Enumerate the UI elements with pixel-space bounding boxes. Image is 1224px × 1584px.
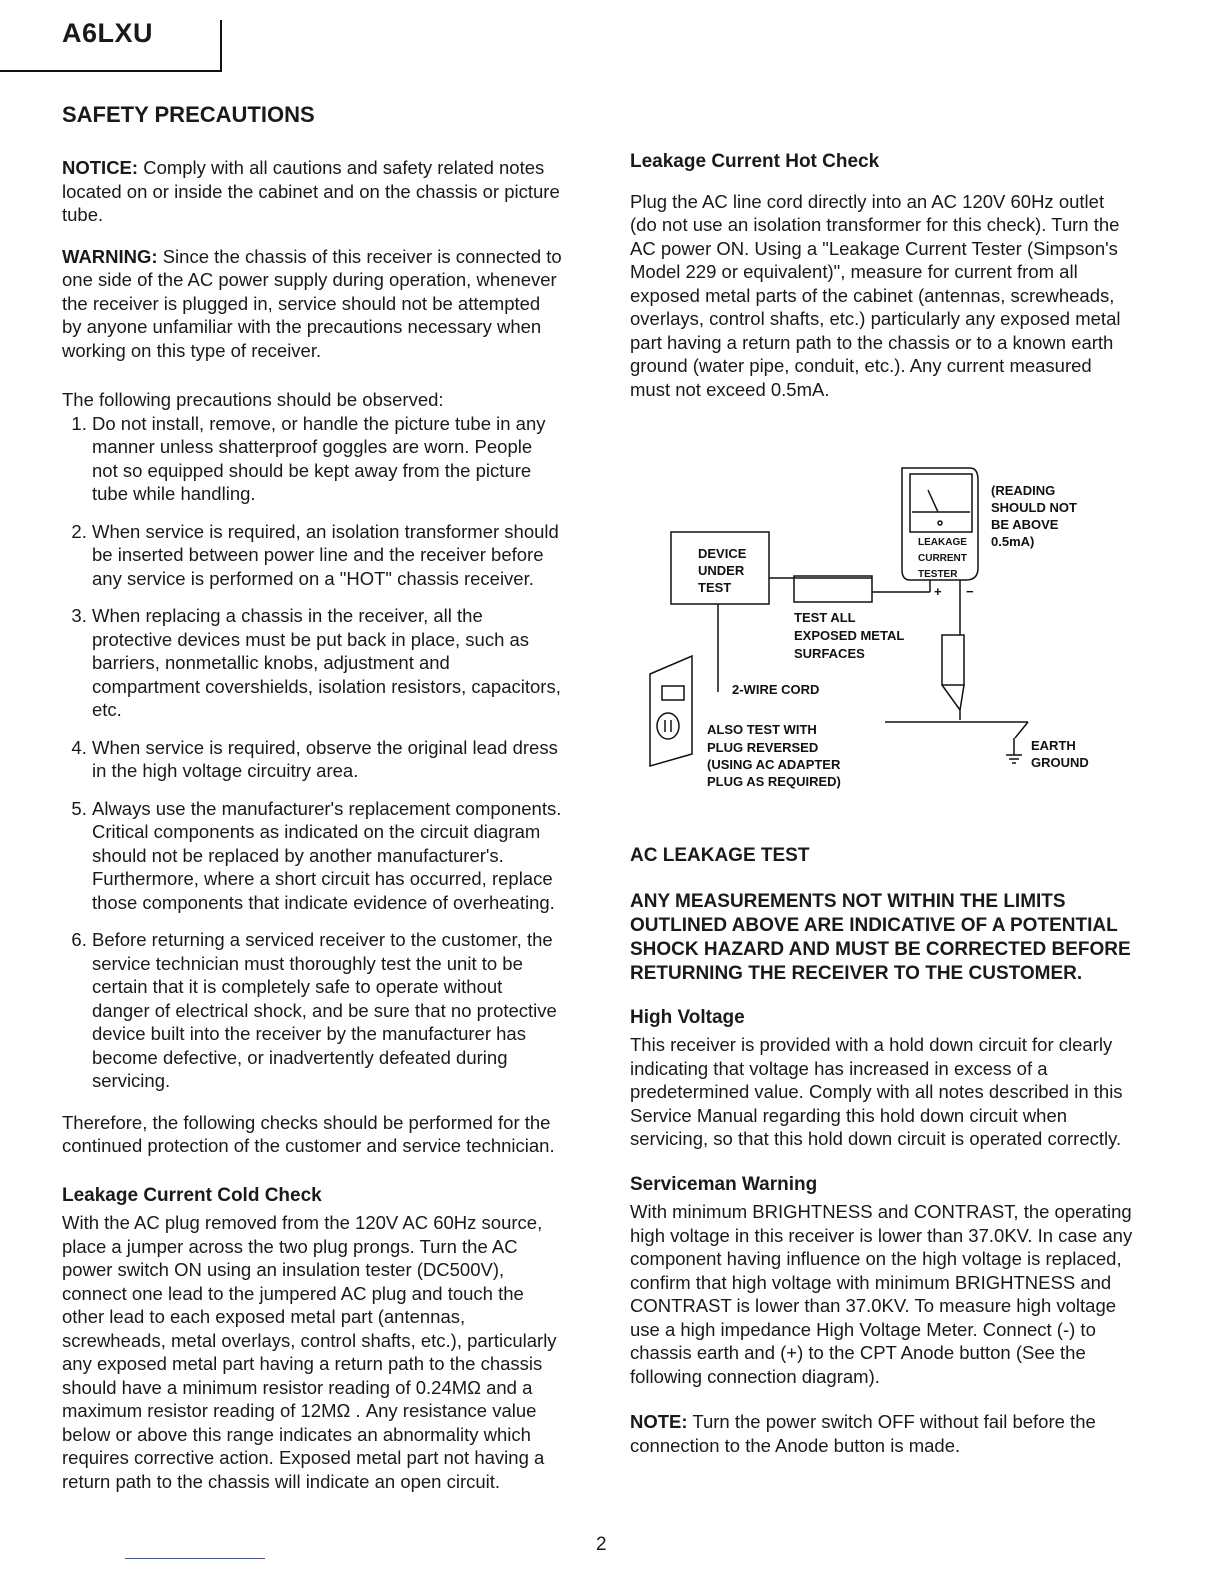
also-test-label-4: PLUG AS REQUIRED) [707,774,841,789]
note-text: Turn the power switch OFF without fail before the connection to the Anode button is made. [630,1411,1096,1456]
hot-check-title: Leakage Current Hot Check [630,151,880,172]
ac-leakage-title: AC LEAKAGE TEST [630,845,810,866]
tester-meter [910,474,972,532]
tester-label-2: CURRENT [918,553,967,564]
measurement-warning: ANY MEASUREMENTS NOT WITHIN THE LIMITS OUTLINED ABOVE ARE INDICATIVE OF A POTENTIAL SHOCK HAZARD AND MUST BE CORRECTED BEFORE RETURNING THE RECEIVER TO THE CUSTOMER. [630,890,1131,984]
serviceman-warning-title: Serviceman Warning [630,1173,818,1195]
header-rule [0,70,222,72]
precautions-intro: The following precautions should be observed: [62,389,444,410]
earth-label-1: EARTH [1031,738,1076,753]
test-all-label-3: SURFACES [794,646,865,661]
header-rule-vertical [220,20,222,71]
also-test-label-2: PLUG REVERSED [707,740,819,755]
list-item: 1. Do not install, remove, or handle the picture tube in any manner unless shatterproof goggles are worn. People not so equipped should be kept away from the picture tube while handling. [92,412,562,506]
right-column [630,150,1135,419]
earth-label-2: GROUND [1031,755,1089,770]
tester-label-1: LEAKAGE [918,537,967,548]
diagram-svg [640,460,1110,800]
page-title: SAFETY PRECAUTIONS [62,102,315,127]
device-label-1: DEVICE [698,546,747,561]
high-voltage-text: This receiver is provided with a hold down circuit for clearly indicating that voltage has increased in excess of a predetermined value. Comply with all notes described in this Service Manual regarding this hold down circuit when servicing, so that this hold down circuit is operated correctly. [630,1034,1123,1149]
list-item: 6. Before returning a serviced receiver to the customer, the service technician must thoroughly test the unit to be certain that it is completely safe to operate without danger of electrical shock, and be sure that no protective device built into the receiver by the manufacturer has become defective, or inadvertently defeated during servicing. [92,928,562,1093]
right-column-lower [630,844,1135,1475]
footer-rule [125,1558,265,1559]
also-test-label-1: ALSO TEST WITH [707,722,817,737]
high-voltage-title: High Voltage [630,1006,745,1028]
list-item: 3. When replacing a chassis in the receiver, all the protective devices must be put back in place, such as barriers, nonmetallic knobs, adjustment and compartment covershields, isolation resistors, capacitors, etc. [92,604,562,722]
warning-lead: WARNING: [62,245,158,267]
device-label-2: UNDER [698,563,745,578]
tester-label-3: TESTER [918,569,958,580]
reading-label-1: (READING [991,483,1056,498]
also-test-label-3: (USING AC ADAPTER [707,757,841,772]
list-item: 4. When service is required, observe the original lead dress in the high voltage circuitry area. [92,736,562,783]
left-column [62,156,562,1511]
page-number: 2 [596,1534,607,1555]
reading-label-3: BE ABOVE [991,517,1059,532]
device-label-3: TEST [698,580,732,595]
cold-check-text: With the AC plug removed from the 120V AC 60Hz source, place a jumper across the two plug prongs. Turn the AC power switch ON using an insulation tester (DC500V), connect one lead to the jumpered AC plug and touch the other lead to each exposed metal part (antennas, screwheads, metal overlays, control shafts, etc.), particularly any exposed metal part having a return path to the chassis should have a minimum resistor reading of 0.24MΩ and a maximum resistor reading of 12MΩ . Any resistance value below or above this range indicates an abnormality which requires corrective action. Exposed metal part not having a return path to the chassis will indicate an open circuit. [62,1212,557,1492]
reading-label-2: SHOULD NOT [991,500,1077,515]
test-all-label-2: EXPOSED METAL [794,628,905,643]
note-paragraph [630,1410,1135,1457]
cord-label: 2-WIRE CORD [732,682,820,697]
therefore-paragraph: Therefore, the following checks should be performed for the continued protection of the customer and service technician. [62,1111,555,1156]
reading-label-4: 0.5mA) [991,534,1035,549]
serviceman-warning-text: With minimum BRIGHTNESS and CONTRAST, the operating high voltage in this receiver is lower than 37.0KV. In case any component having influence on the high voltage is replaced, confirm that high voltage with minimum BRIGHTNESS and CONTRAST is lower than 37.0KV. To measure high voltage use a high impedance High Voltage Meter. Connect (-) to chassis earth and (+) to the CPT Anode button (See the following connection diagram). [630,1201,1133,1387]
test-all-label-1: TEST ALL [794,610,856,625]
notice-text: Comply with all cautions and safety related notes located on or inside the cabinet and on the chassis or picture tube. [62,157,560,225]
minus-sign: − [966,584,974,599]
plus-sign: + [934,584,942,599]
warning-paragraph [62,245,562,363]
list-item: 2. When service is required, an isolation transformer should be inserted between power line and the receiver before any service is performed on a "HOT" chassis receiver. [92,520,562,591]
warning-text: Since the chassis of this receiver is connected to one side of the AC power supply during operation, whenever the receiver is plugged in, service should not be attempted by anyone unfamiliar with the precautions necessary when working on this type of receiver. [62,245,562,361]
precautions-list [62,412,562,1093]
notice-lead: NOTICE: [62,157,139,178]
list-item: 5. Always use the manufacturer's replacement components. Critical components as indicated on the circuit diagram should not be replaced by another manufacturer's. Furthermore, where a short circuit has occurred, replace those components that indicate evidence of overheating. [92,797,562,915]
hot-check-text: Plug the AC line cord directly into an AC 120V 60Hz outlet (do not use an isolation transformer for this check). Turn the AC power ON. Using a "Leakage Current Tester (Simpson's Model 229 or equivalent)", measure for current from all exposed metal parts of the cabinet (antennas, screwheads, overlays, control shafts, etc.) particularly any exposed metal part having a return path to the chassis or to a known earth ground (water pipe, conduit, etc.). Any current measured must not exceed 0.5mA. [630,190,1121,400]
notice-paragraph [62,156,562,227]
leakage-test-diagram [640,460,1110,800]
note-lead: NOTE: [630,1411,688,1432]
model-number: A6LXU [62,18,154,48]
cold-check-title: Leakage Current Cold Check [62,1184,322,1206]
